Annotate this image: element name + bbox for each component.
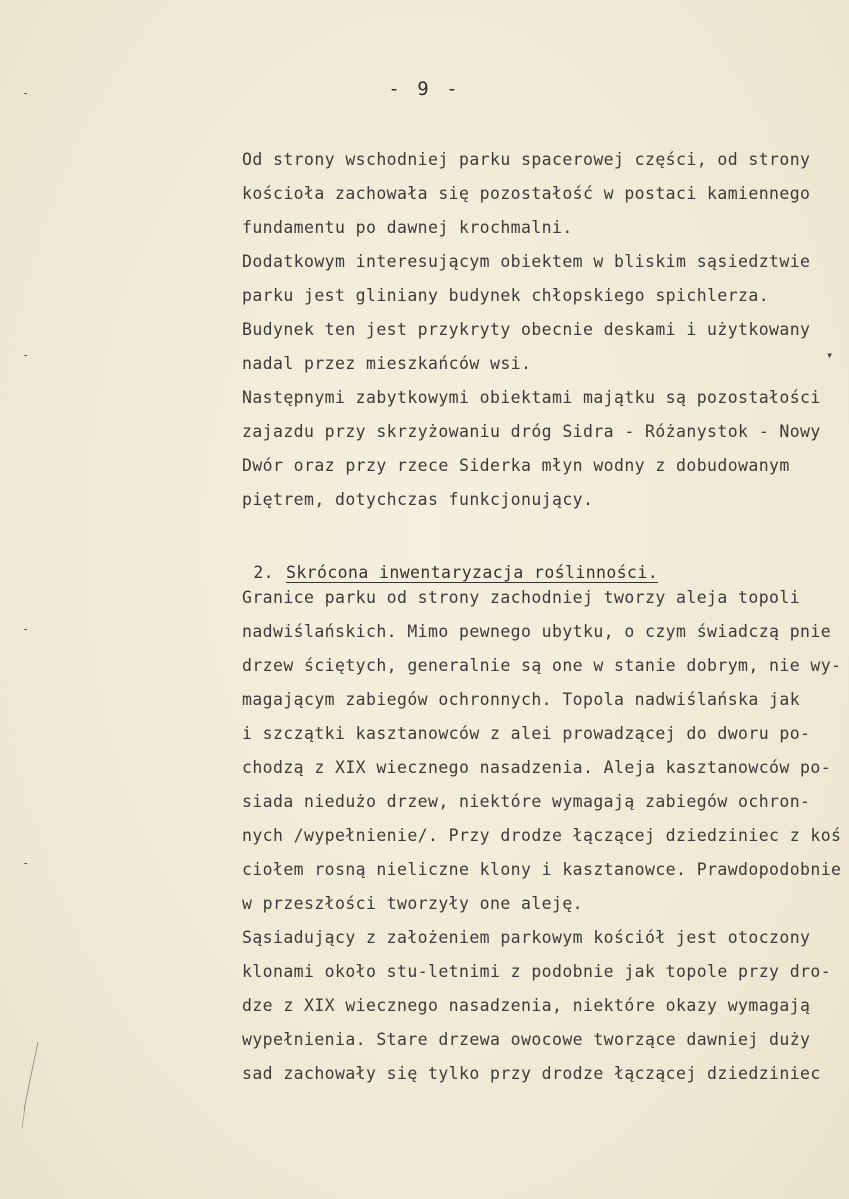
text-line: magającym zabiegów ochronnych. Topola nadwiślańska jak: [242, 690, 801, 709]
text-line: Dodatkowym interesującym obiektem w bliskim sąsiedztwie: [242, 252, 811, 271]
text-line: ciołem rosną nieliczne klony i kasztanowce. Prawdopodobnie: [242, 860, 842, 879]
text-line: i szczątki kasztanowców z alei prowadzącej do dworu po-: [242, 724, 811, 743]
text-line: drzew ściętych, generalnie są one w stanie dobrym, nie wy-: [242, 656, 842, 675]
text-line: zajazdu przy skrzyżowaniu dróg Sidra - Różanystok - Nowy: [242, 422, 821, 441]
margin-tick-mark: ˗: [22, 622, 30, 636]
text-line: siada niedużo drzew, niektóre wymagają zabiegów ochron-: [242, 792, 811, 811]
text-line: kościoła zachowała się pozostałość w postaci kamiennego: [242, 184, 811, 203]
text-line: sad zachowały się tylko przy drodze łączącej dziedziniec: [242, 1064, 821, 1083]
text-line: nadal przez mieszkańców wsi.: [242, 354, 532, 373]
text-line: nych /wypełnienie/. Przy drodze łączącej dziedziniec z koś: [242, 826, 842, 845]
text-line: dze z XIX wiecznego nasadzenia, niektóre okazy wymagają: [242, 996, 811, 1015]
section-number: 2.: [253, 563, 275, 582]
text-line: wypełnienia. Stare drzewa owocowe tworzące dawniej duży: [242, 1030, 811, 1049]
text-line: Budynek ten jest przykryty obecnie deskami i użytkowany: [242, 320, 811, 339]
text-line: Od strony wschodniej parku spacerowej części, od strony: [242, 150, 811, 169]
text-line: chodzą z XIX wiecznego nasadzenia. Aleja kasztanowców po-: [242, 758, 832, 777]
text-line: Dwór oraz przy rzece Siderka młyn wodny z dobudowanym: [242, 456, 790, 475]
margin-tick-mark: ˗: [22, 856, 30, 870]
margin-tick-mark: ˗: [22, 86, 30, 100]
text-line: Następnymi zabytkowymi obiektami majątku są pozostałości: [242, 388, 821, 407]
margin-tick-mark: ˗: [22, 348, 30, 362]
text-line: w przeszłości tworzyły one aleję.: [242, 894, 584, 913]
text-line: klonami około stu-letnimi z podobnie jak topole przy dro-: [242, 962, 832, 981]
page-number: - 9 -: [388, 78, 461, 100]
section-title: Skrócona inwentaryzacja roślinności.: [286, 563, 659, 582]
text-line: parku jest gliniany budynek chłopskiego spichlerza.: [242, 286, 770, 305]
text-line: nadwiślańskich. Mimo pewnego ubytku, o czym świadczą pnie: [242, 622, 832, 641]
text-line: fundamentu po dawnej krochmalni.: [242, 218, 573, 237]
text-line: piętrem, dotychczas funkcjonujący.: [242, 490, 594, 509]
margin-pencil-scratch: [16, 1040, 46, 1130]
text-line: Granice parku od strony zachodniej tworzy aleja topoli: [242, 588, 801, 607]
margin-arrow-mark: ▾: [826, 348, 834, 362]
text-line: Sąsiadujący z założeniem parkowym kościół jest otoczony: [242, 928, 811, 947]
